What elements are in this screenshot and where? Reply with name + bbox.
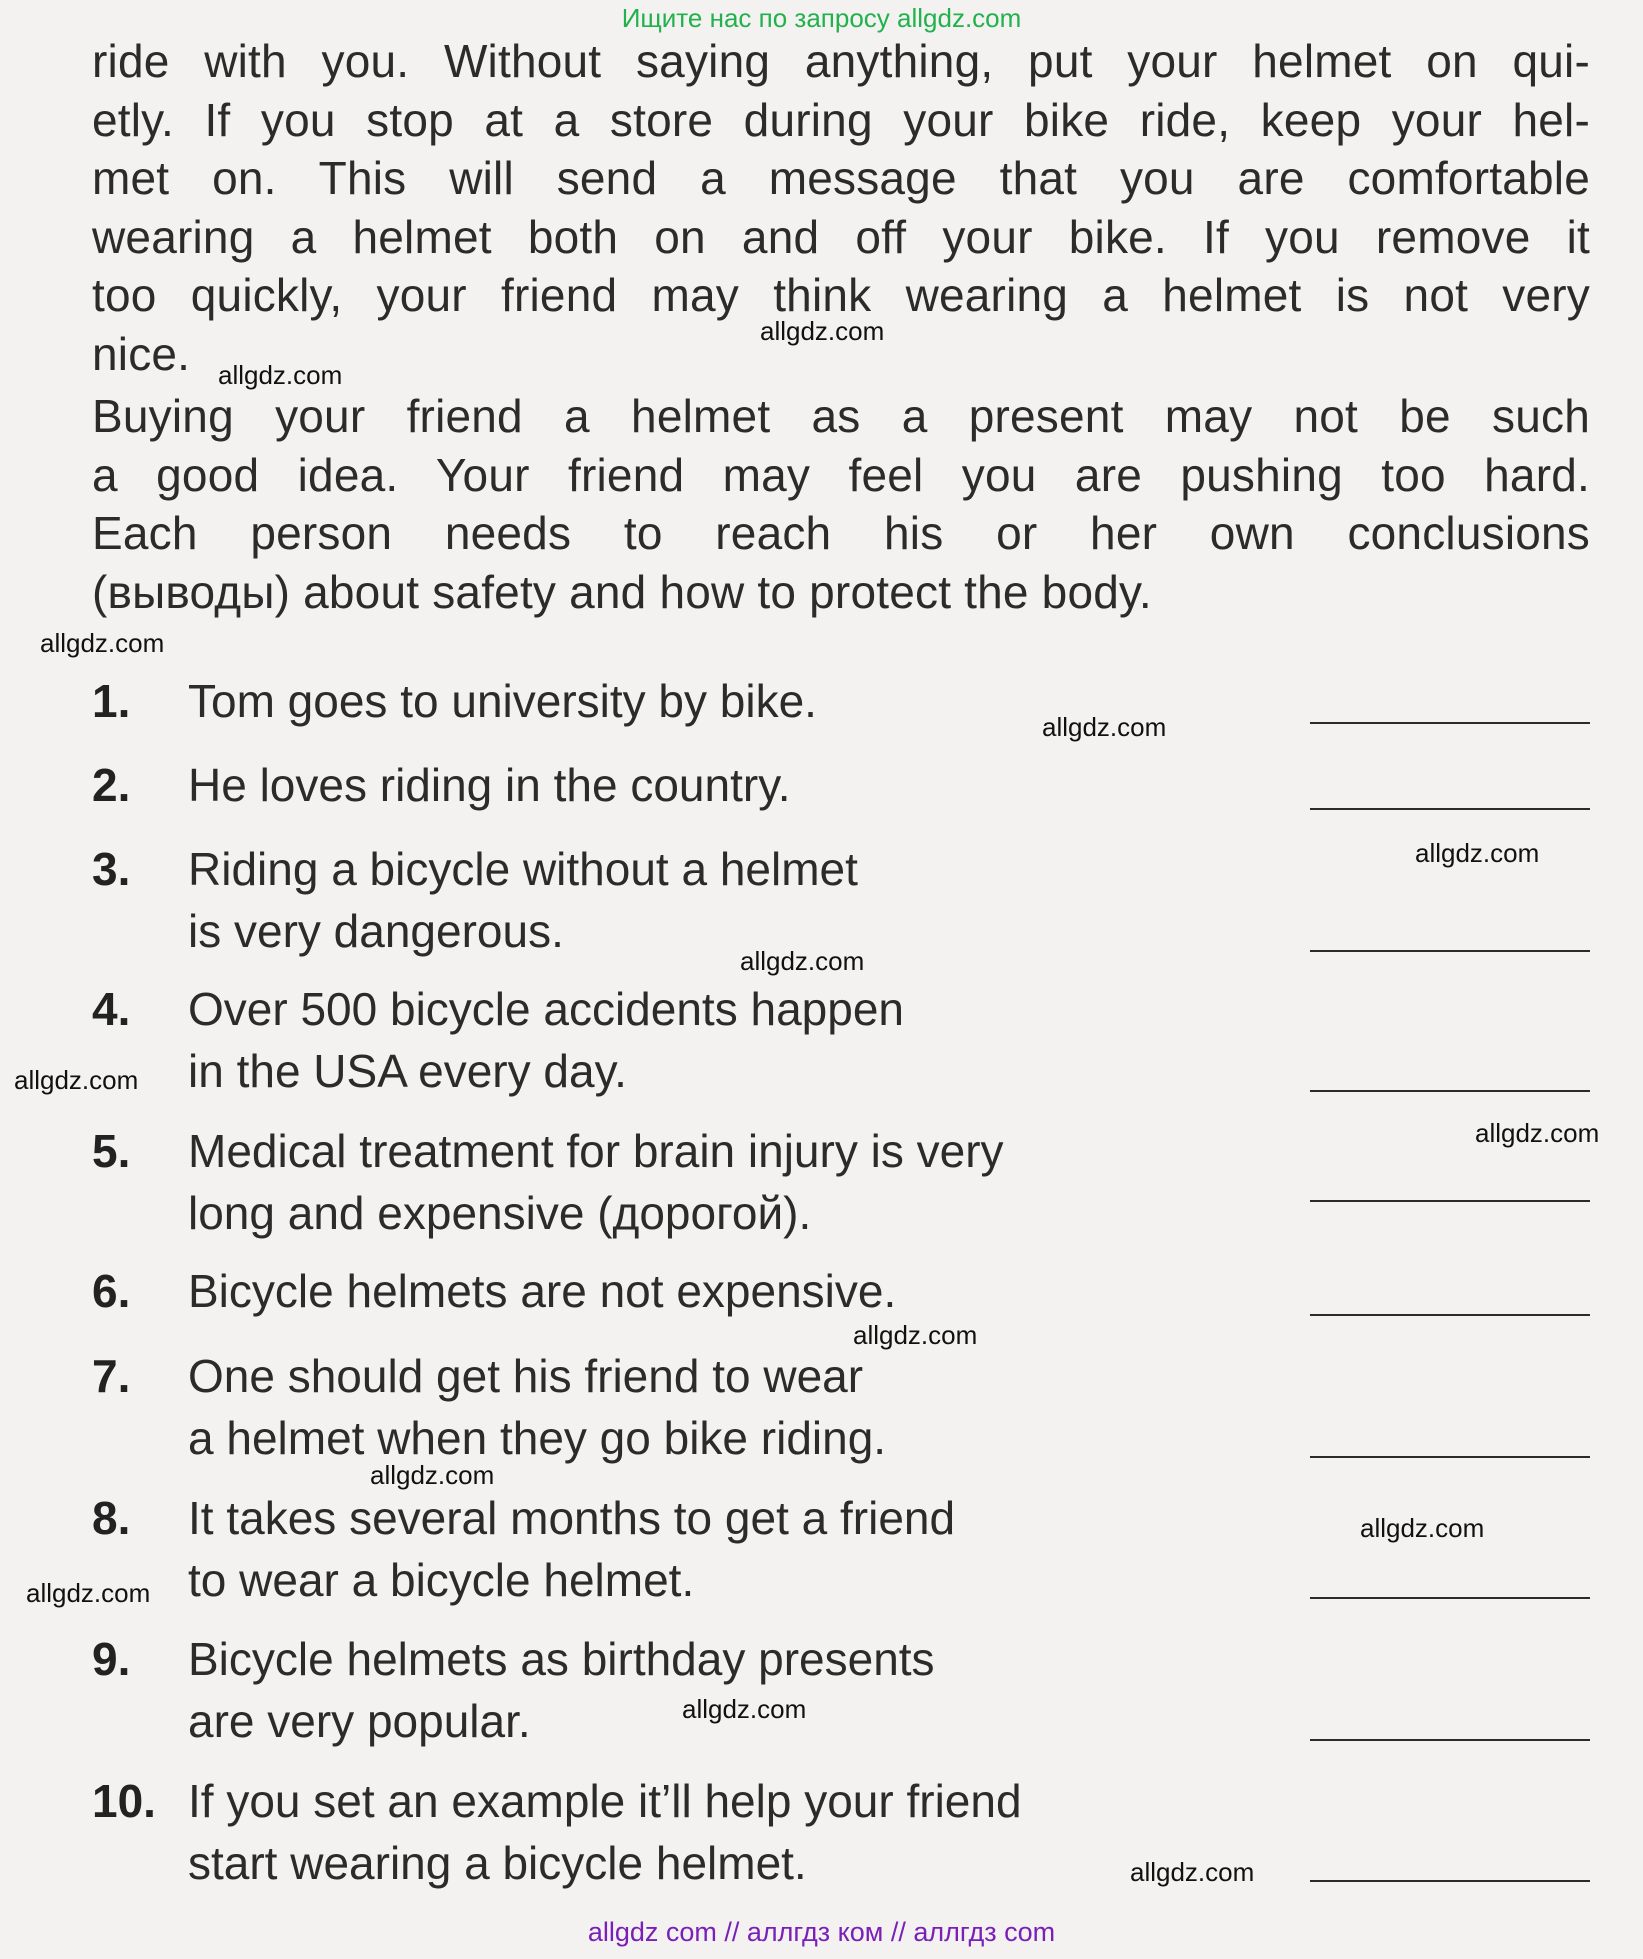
answer-line[interactable] [1310, 1200, 1590, 1202]
paragraph-line: wearing a helmet both on and off your bike. If you remove it [92, 210, 1590, 263]
statement-number: 7. [92, 1350, 131, 1402]
statement-number: 2. [92, 759, 131, 811]
watermark: allgdz.com [740, 946, 865, 976]
watermark: allgdz.com [682, 1694, 807, 1724]
statement-number: 9. [92, 1633, 131, 1685]
statement-number: 4. [92, 983, 131, 1035]
watermark: allgdz.com [370, 1460, 495, 1490]
watermark: allgdz.com [14, 1065, 139, 1095]
statement-text: If you set an example it’ll help your friend start wearing a bicycle helmet. [188, 1775, 1022, 1889]
answer-line[interactable] [1310, 1456, 1590, 1458]
answer-line[interactable] [1310, 950, 1590, 952]
paragraph-line: Buying your friend a helmet as a present may not be such [92, 390, 1590, 442]
watermark: allgdz.com [760, 316, 885, 346]
statement-number: 8. [92, 1492, 131, 1544]
paragraph-line: Each person needs to reach his or her own conclusions [92, 507, 1590, 559]
paragraph-line: a good idea. Your friend may feel you are pushing too hard. [92, 448, 1590, 501]
statement-text: Tom goes to university by bike. [188, 675, 817, 727]
statement-text: He loves riding in the country. [188, 759, 791, 811]
statement-number: 3. [92, 843, 131, 895]
watermark: allgdz.com [1415, 838, 1540, 868]
answer-line[interactable] [1310, 1739, 1590, 1741]
statement-text: Bicycle helmets are not expensive. [188, 1265, 897, 1317]
paragraph-line: too quickly, your friend may think wearing a helmet is not very [92, 269, 1590, 321]
answer-line[interactable] [1310, 1090, 1590, 1092]
bottom-banner: allgdz com // аллгдз ком // аллгдз com [587, 1917, 1056, 1947]
watermark: allgdz.com [1042, 712, 1167, 742]
statement-number: 6. [92, 1265, 131, 1317]
watermark: allgdz.com [26, 1578, 151, 1608]
statement-number: 10. [92, 1775, 156, 1827]
top-banner: Ищите нас по запросу allgdz.com [621, 3, 1022, 33]
watermark: allgdz.com [40, 628, 165, 658]
answer-line[interactable] [1310, 808, 1590, 810]
statement-text: Riding a bicycle without a helmet is very dangerous. [188, 843, 858, 957]
statement-text: Over 500 bicycle accidents happen in the USA every day. [188, 983, 904, 1097]
statement-text: Medical treatment for brain injury is very long and expensive (дорогой). [188, 1125, 1004, 1239]
statement-text: Bicycle helmets as birthday presents are very popular. [188, 1633, 935, 1747]
statement-number: 5. [92, 1125, 131, 1177]
statement-text: One should get his friend to wear a helmet when they go bike riding. [188, 1350, 887, 1464]
paragraph-line: etly. If you stop at a store during your bike ride, keep your hel- [92, 93, 1590, 146]
answer-line[interactable] [1310, 1880, 1590, 1882]
watermark: allgdz.com [218, 360, 343, 390]
statement-number: 1. [92, 675, 131, 727]
answer-line[interactable] [1310, 1597, 1590, 1599]
watermark: allgdz.com [1130, 1857, 1255, 1887]
statement-text: It takes several months to get a friend to wear a bicycle helmet. [188, 1492, 956, 1606]
paragraph-line: met on. This will send a message that you are comfortable [92, 152, 1590, 204]
watermark: allgdz.com [853, 1320, 978, 1350]
watermark: allgdz.com [1475, 1118, 1600, 1148]
paragraph-line: (выводы) about safety and how to protect the body. [92, 565, 1152, 618]
answer-line[interactable] [1310, 722, 1590, 724]
paragraph-line: ride with you. Without saying anything, put your helmet on qui- [92, 35, 1590, 87]
watermark: allgdz.com [1360, 1513, 1485, 1543]
paragraph-2 [92, 387, 1590, 621]
paragraph-line: nice. [92, 327, 191, 380]
answer-line[interactable] [1310, 1314, 1590, 1316]
